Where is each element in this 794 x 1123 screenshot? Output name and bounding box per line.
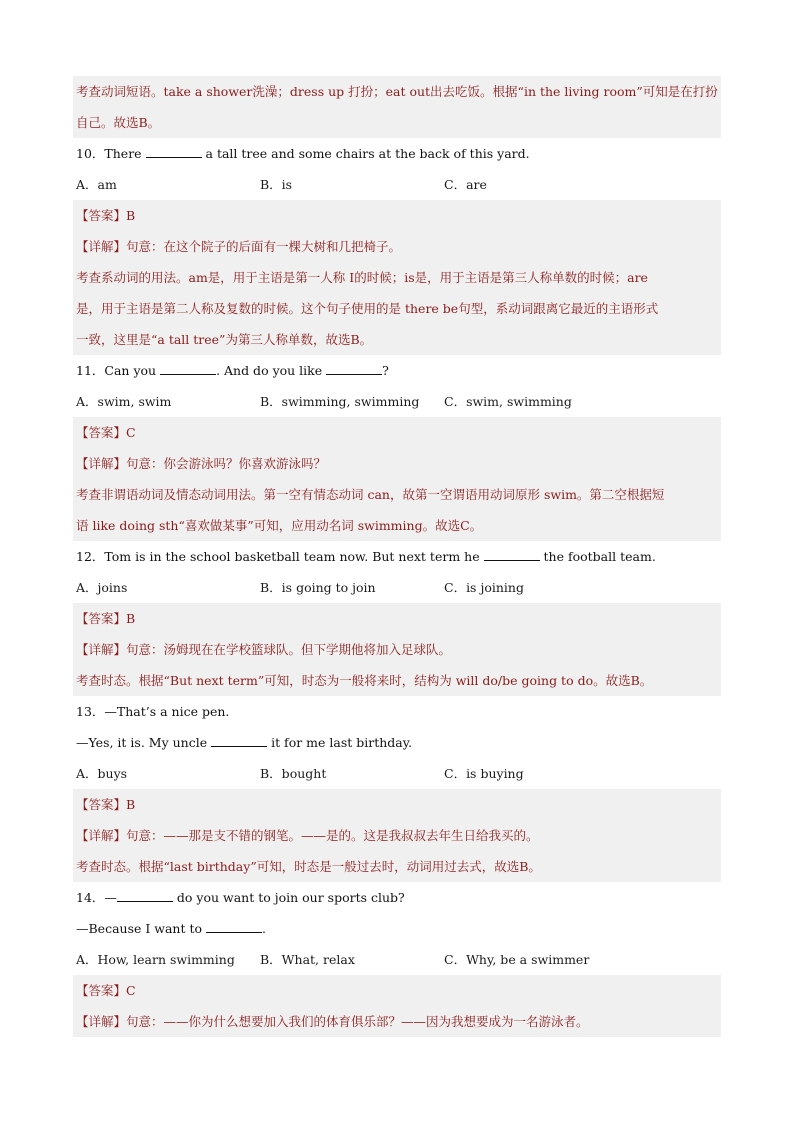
answer-blank: [484, 546, 540, 561]
option-c: C．Why, be a swimmer: [444, 952, 590, 967]
answer-label: 【答案】B: [76, 797, 136, 812]
answer-block-q11: [73, 417, 721, 541]
question-text: .: [262, 921, 266, 936]
question-text: 11．Can you: [76, 363, 161, 378]
options-q10: [73, 169, 721, 200]
question-14: [73, 882, 721, 913]
answer-label: 【答案】C: [76, 983, 136, 998]
question-10: [73, 138, 721, 169]
option-b: B．is: [260, 177, 293, 192]
answer-blank: [117, 887, 173, 902]
detail-line: 【详解】句意：——你为什么想要加入我们的体育俱乐部？——因为我想要成为一名游泳者。: [76, 1014, 589, 1029]
question-text: it for me last birthday.: [267, 735, 413, 750]
question-text: . And do you like: [216, 363, 327, 378]
option-a: A．How, learn swimming: [76, 952, 235, 967]
question-13: 13．—That’s a nice pen.: [76, 704, 230, 719]
explanation-line: 考查系动词的用法。am是，用于主语是第一人称 I的时候；is是，用于主语是第三人称单数的时候；are: [76, 270, 648, 285]
question-text: —Yes, it is. My uncle: [76, 735, 212, 750]
explanation-line: 自己。故选B。: [76, 115, 161, 130]
options-q12: [73, 572, 721, 603]
option-a: A．am: [76, 177, 117, 192]
document-page: [73, 76, 721, 1037]
answer-block-q12: [73, 603, 721, 696]
explanation-line: 考查动词短语。take a shower洗澡；dress up 打扮；eat out出去吃饭。根据“in the living room”可知是在打扮: [76, 84, 718, 99]
explanation-line: 是，用于主语是第二人称及复数的时候。这个句子使用的是 there be句型，系动词跟离它最近的主语形式: [76, 301, 659, 316]
options-q14: [73, 944, 721, 975]
answer-blank: [206, 918, 262, 933]
option-a: A．swim, swim: [76, 394, 172, 409]
explanation-line: 一致，这里是“a tall tree”为第三人称单数，故选B。: [76, 332, 373, 347]
answer-block-q10: [73, 200, 721, 355]
question-12: [73, 541, 721, 572]
question-13-reply: [73, 727, 721, 758]
option-c: C．are: [444, 177, 487, 192]
option-c: C．is buying: [444, 766, 524, 781]
question-text: do you want to join our sports club?: [172, 890, 405, 905]
options-q13: [73, 758, 721, 789]
question-text: the football team.: [539, 549, 656, 564]
option-c: C．is joining: [444, 580, 524, 595]
answer-block-q13: [73, 789, 721, 882]
question-text: 10．There: [76, 146, 146, 161]
option-c: C．swim, swimming: [444, 394, 572, 409]
option-b: B．swimming, swimming: [260, 394, 420, 409]
answer-blank: [146, 143, 202, 158]
answer-block-q14: [73, 975, 721, 1037]
answer-label: 【答案】B: [76, 208, 136, 223]
options-q11: [73, 386, 721, 417]
option-b: B．is going to join: [260, 580, 376, 595]
detail-line: 【详解】句意：你会游泳吗？你喜欢游泳吗？: [76, 456, 327, 471]
answer-blank: [160, 360, 216, 375]
question-11: [73, 355, 721, 386]
option-a: A．joins: [76, 580, 128, 595]
explanation-block-q9: [73, 76, 721, 138]
answer-blank: [326, 360, 382, 375]
answer-blank: [211, 732, 267, 747]
option-a: A．buys: [76, 766, 128, 781]
question-text: a tall tree and some chairs at the back of this yard.: [201, 146, 530, 161]
explanation-line: 考查时态。根据“But next term”可知，时态为一般将来时，结构为 will do/be going to do。故选B。: [76, 673, 653, 688]
explanation-line: 考查时态。根据“last birthday”可知，时态是一般过去时，动词用过去式，故选B。: [76, 859, 541, 874]
question-text: —Because I want to: [76, 921, 207, 936]
question-text: 12．Tom is in the school basketball team now. But next term he: [76, 549, 484, 564]
question-text: 14．—: [76, 890, 117, 905]
detail-line: 【详解】句意：在这个院子的后面有一棵大树和几把椅子。: [76, 239, 402, 254]
explanation-line: 语 like doing sth“喜欢做某事”可知，应用动名词 swimming。故选C。: [76, 518, 483, 533]
answer-label: 【答案】B: [76, 611, 136, 626]
question-14-reply: [73, 913, 721, 944]
option-b: B．What, relax: [260, 952, 355, 967]
explanation-line: 考查非谓语动词及情态动词用法。第一空有情态动词 can，故第一空谓语用动词原形 swim。第二空根据短: [76, 487, 665, 502]
question-text: ?: [382, 363, 389, 378]
option-b: B．bought: [260, 766, 327, 781]
answer-label: 【答案】C: [76, 425, 136, 440]
detail-line: 【详解】句意：汤姆现在在学校篮球队。但下学期他将加入足球队。: [76, 642, 452, 657]
detail-line: 【详解】句意：——那是支不错的钢笔。——是的。这是我叔叔去年生日给我买的。: [76, 828, 539, 843]
